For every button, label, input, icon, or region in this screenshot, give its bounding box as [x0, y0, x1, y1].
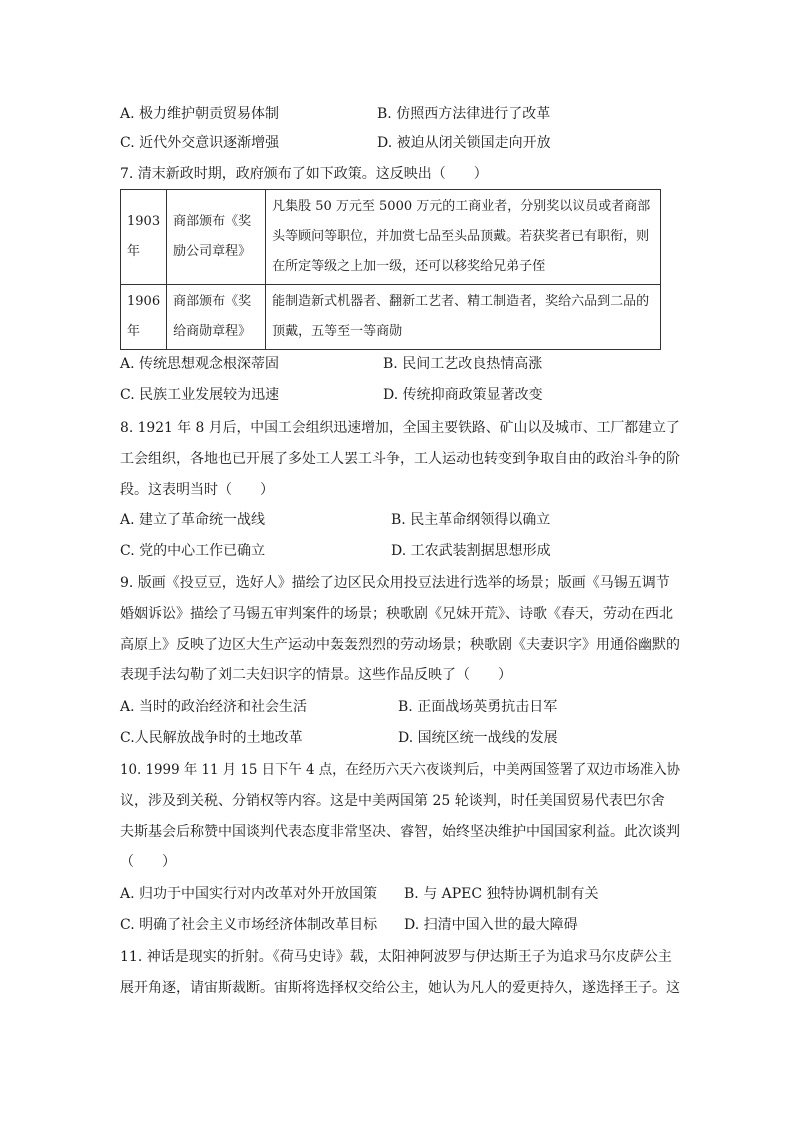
table-row [121, 285, 661, 350]
q6-option-d: D. 被迫从闭关锁国走向开放 [377, 135, 551, 151]
q10-option-d: D. 扫清中国入世的最大障碍 [404, 917, 578, 933]
q8-option-d: D. 工农武装割据思想形成 [391, 543, 551, 559]
q8-stem-line: 段。这表明当时（ ） [120, 482, 274, 498]
table-row [121, 190, 661, 285]
q6-option-a: A. 极力维护朝贡贸易体制 [120, 106, 280, 122]
q9-stem-line: 9. 版画《投豆豆，选好人》描绘了边区民众用投豆法进行选举的场景；版画《马锡五调节 [120, 575, 670, 591]
policy-department: 商部颁布《奖给商勋章程》 [167, 285, 266, 350]
q6-option-b: B. 仿照西方法律进行了改革 [377, 106, 551, 122]
q8-option-b: B. 民主革命纲领得以确立 [391, 512, 551, 528]
q7-stem: 7. 清末新政时期，政府颁布了如下政策。这反映出（ ） [120, 166, 488, 182]
policy-department: 商部颁布《奖励公司章程》 [167, 190, 266, 285]
q11-stem-line: 展开角逐，请宙斯裁断。宙斯将选择权交给公主，她认为凡人的爱更持久，遂选择王子。这 [120, 980, 680, 996]
policy-year: 1906年 [121, 285, 167, 350]
q10-option-c: C. 明确了社会主义市场经济体制改革目标 [120, 917, 378, 933]
q7-option-c: C. 民族工业发展较为迅速 [120, 387, 280, 403]
q7-option-a: A. 传统思想观念根深蒂固 [120, 356, 280, 372]
q7-policy-table [120, 189, 661, 350]
q10-stem-line: 议，涉及到关税、分销权等内容。这是中美两国第 25 轮谈判，时任美国贸易代表巴尔舍 [120, 793, 665, 809]
q10-stem-line: 10. 1999 年 11 月 15 日下午 4 点，在经历六天六夜谈判后，中美两国签署了双边市场准入协 [120, 762, 681, 778]
q9-option-d: D. 国统区统一战线的发展 [398, 730, 558, 746]
q9-option-c: C.人民解放战争时的土地改革 [120, 730, 303, 746]
q9-option-b: B. 正面战场英勇抗击日军 [398, 699, 558, 715]
policy-content: 凡集股 50 万元至 5000 万元的工商业者，分别奖以议员或者商部头等顾问等职位，并加赏七品至头品顶戴。若获奖者已有职衔，则在所定等级之上加一级，还可以移奖给兄弟子侄 [266, 190, 661, 285]
q9-stem-line: 高原上》反映了边区大生产运动中轰轰烈烈的劳动场景；秧歌剧《夫妻识字》用通俗幽默的 [120, 637, 680, 653]
q10-stem-line: （ ） [120, 854, 176, 870]
q8-stem-line: 8. 1921 年 8 月后，中国工会组织迅速增加，全国主要铁路、矿山以及城市、工厂都建立了 [120, 420, 680, 436]
q7-option-d: D. 传统抑商政策显著改变 [383, 387, 543, 403]
q9-option-a: A. 当时的政治经济和社会生活 [120, 699, 308, 715]
q7-option-b: B. 民间工艺改良热情高涨 [383, 356, 543, 372]
q8-stem-line: 工会组织，各地也已开展了多处工人罢工斗争，工人运动也转变到争取自由的政治斗争的阶 [120, 451, 680, 467]
q10-option-b: B. 与 APEC 独特协调机制有关 [404, 886, 599, 902]
q10-stem-line: 夫斯基会后称赞中国谈判代表态度非常坚决、睿智，始终坚决维护中国国家利益。此次谈判 [120, 824, 680, 840]
q8-option-a: A. 建立了革命统一战线 [120, 512, 266, 528]
q8-option-c: C. 党的中心工作已确立 [120, 543, 266, 559]
policy-content: 能制造新式机器者、翻新工艺者、精工制造者，奖给六品到二品的顶戴，五等至一等商勋 [266, 285, 661, 350]
q6-option-c: C. 近代外交意识逐渐增强 [120, 135, 280, 151]
q9-stem-line: 婚姻诉讼》描绘了马锡五审判案件的场景；秧歌剧《兄妹开荒》、诗歌《春天，劳动在西北 [120, 606, 673, 622]
q11-stem-line: 11. 神话是现实的折射。《荷马史诗》载，太阳神阿波罗与伊达斯王子为追求马尔皮萨公主 [120, 949, 672, 965]
q9-stem-line: 表现手法勾勒了刘二夫妇识字的情景。这些作品反映了（ ） [120, 667, 512, 683]
q10-option-a: A. 归功于中国实行对内改革对外开放国策 [120, 886, 378, 902]
policy-year: 1903年 [121, 190, 167, 285]
